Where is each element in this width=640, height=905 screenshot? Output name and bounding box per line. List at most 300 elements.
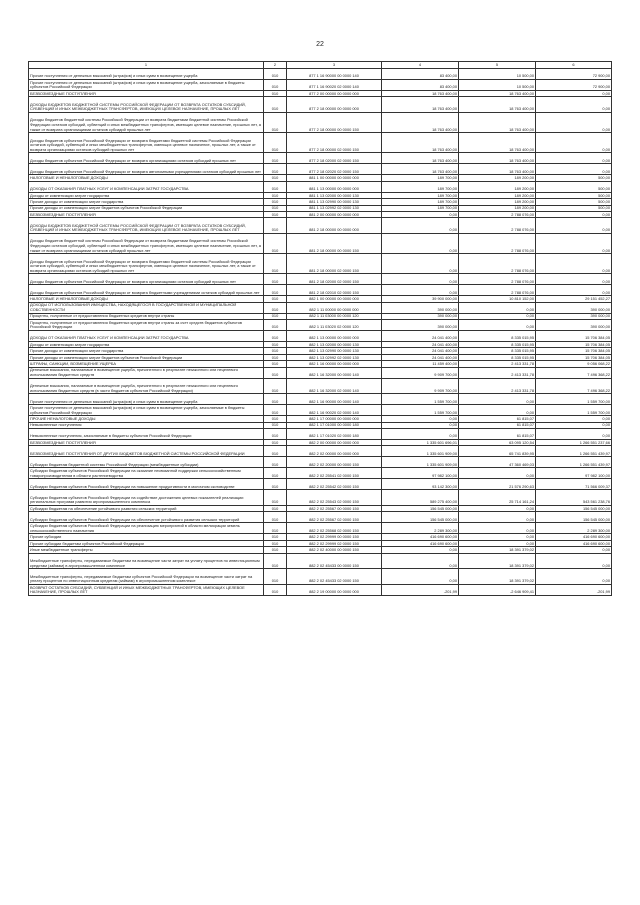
table-row [29, 205, 612, 211]
row-rest: 0,00 [536, 569, 612, 585]
column-header: 6 [536, 62, 612, 69]
row-plan: 189 700,00 [382, 205, 459, 211]
row-fact: 18 763 400,00 [459, 153, 536, 164]
row-code: 010 [264, 354, 287, 360]
row-fact: 2 413 331,78 [459, 361, 536, 367]
row-plan: 18 763 400,00 [382, 112, 459, 132]
row-name: Прочие доходы от компенсации затрат бюджетов субъектов Российской Федерации [29, 354, 264, 360]
row-code: 010 [264, 218, 287, 234]
row-code: 010 [264, 505, 287, 511]
row-plan: 39 900 000,00 [382, 296, 459, 302]
row-fact: 2 788 076,00 [459, 218, 536, 234]
row-kbk: 877 2 00 00000 00 0000 000 [287, 91, 382, 97]
row-kbk: 881 2 00 00000 00 0000 000 [287, 211, 382, 217]
row-plan: 0,00 [382, 218, 459, 234]
row-name: Прочие доходы от компенсации затрат бюджетов субъектов Российской Федерации [29, 205, 264, 211]
row-plan: 189 700,00 [382, 199, 459, 205]
row-name: Денежные взыскания, налагаемые в возмещение ущерба, причиненного в результате незаконного или нецелевого использования бюджетных средств [29, 367, 264, 378]
row-name: Прочие поступления от денежных взысканий (штрафов) и иных сумм в возмещение ущерба [29, 69, 264, 80]
row-rest: 0,00 [536, 233, 612, 253]
row-plan: 390 000,00 [382, 320, 459, 331]
row-rest: 15 706 384,05 [536, 348, 612, 354]
row-fact: 10 500,00 [459, 69, 536, 80]
row-rest: 7 496 368,22 [536, 367, 612, 378]
row-fact: 8 335 015,95 [459, 342, 536, 348]
row-plan: 156 545 000,00 [382, 505, 459, 511]
row-name: Доходы бюджетов субъектов Российской Федерации от возврата автономными учреждениями остатков субсидий прошлых лет [29, 164, 264, 175]
row-kbk: 882 1 17 01000 00 0000 180 [287, 422, 382, 428]
row-name: ПРОЧИЕ НЕНАЛОГОВЫЕ ДОХОДЫ [29, 416, 264, 422]
row-kbk: 877 2 18 00000 02 0000 150 [287, 133, 382, 153]
row-name: Доходы от компенсации затрат государства [29, 192, 264, 198]
row-fact: 63 095 120,54 [459, 440, 536, 446]
row-name: Субсидии бюджетам субъектов Российской Федерации на реализацию мероприятий в области мелиорации земель сельскохозяйственного назначения [29, 523, 264, 534]
row-kbk: 882 2 19 00000 00 0000 000 [287, 584, 382, 595]
row-name: ДОХОДЫ БЮДЖЕТОВ БЮДЖЕТНОЙ СИСТЕМЫ РОССИЙСКОЙ ФЕДЕРАЦИИ ОТ ВОЗВРАТА ОСТАТКОВ СУБСИДИЙ, СУБВЕНЦИЙ И ИНЫХ МЕЖБЮДЖЕТНЫХ ТРАНСФЕРТОВ, ИМЕЮЩИХ ЦЕЛЕВОЕ НАЗНАЧЕНИЕ, ПРОШЛЫХ ЛЕТ [29, 218, 264, 234]
table-row [29, 553, 612, 569]
row-rest: 500,00 [536, 205, 612, 211]
row-name: Иные межбюджетные трансферты [29, 547, 264, 553]
table-row [29, 181, 612, 192]
row-plan: 189 700,00 [382, 181, 459, 192]
row-code: 010 [264, 468, 287, 479]
row-name: Прочие субсидии [29, 534, 264, 540]
row-rest: 0,00 [536, 547, 612, 553]
row-kbk: 882 2 02 29999 00 0000 150 [287, 534, 382, 540]
row-code: 010 [264, 422, 287, 428]
row-name: ДОХОДЫ ОТ ОКАЗАНИЯ ПЛАТНЫХ УСЛУГ И КОМПЕНСАЦИИ ЗАТРАТ ГОСУДАРСТВА [29, 181, 264, 192]
row-name: Субсидии бюджетам субъектов Российской Федерации на содействие достижению целевых показателей реализации региональных программ развития агропромышленного комплекса [29, 490, 264, 506]
table-row [29, 354, 612, 360]
table-row [29, 584, 612, 595]
row-name: Субсидии бюджетам на обеспечение устойчивого развития сельских территорий [29, 505, 264, 511]
row-code: 010 [264, 274, 287, 285]
row-code: 010 [264, 133, 287, 153]
row-rest: 390 000,00 [536, 313, 612, 319]
row-code: 010 [264, 523, 287, 534]
row-code: 010 [264, 569, 287, 585]
column-header: 4 [382, 62, 459, 69]
row-rest: 500,00 [536, 181, 612, 192]
row-code: 010 [264, 457, 287, 468]
row-plan: 0,00 [382, 233, 459, 253]
row-kbk: 881 2 18 00000 00 0000 150 [287, 233, 382, 253]
row-name: Субсидии бюджетам субъектов Российской Федерации на повышение продуктивности в молочном скотоводстве [29, 479, 264, 490]
row-plan: 9 909 700,00 [382, 378, 459, 394]
row-fact: 61 815,07 [459, 416, 536, 422]
row-kbk: 881 2 18 02010 02 0000 150 [287, 285, 382, 296]
row-kbk: 882 1 17 00000 00 0000 000 [287, 416, 382, 422]
row-code: 010 [264, 205, 287, 211]
row-code: 010 [264, 91, 287, 97]
row-fact: 0,00 [459, 302, 536, 313]
row-code: 010 [264, 553, 287, 569]
row-kbk: 882 1 16 90020 02 0000 140 [287, 405, 382, 416]
row-code: 010 [264, 540, 287, 546]
row-name: Доходы бюджетов бюджетной системы Российской Федерации от возврата бюджетами бюджетной системы Российской Федерации остатков субсидий, субвенций и иных межбюджетных трансфертов, имеющих целевое назначение, прошлых лет, а также от возврата организациями остатков субсидий прошлых лет [29, 233, 264, 253]
row-code: 010 [264, 320, 287, 331]
row-kbk: 882 2 02 45433 02 0000 150 [287, 569, 382, 585]
row-fact: -2 646 909,41 [459, 584, 536, 595]
row-name: Доходы от компенсации затрат государства [29, 342, 264, 348]
table-row [29, 320, 612, 331]
row-name: Прочие доходы от компенсации затрат государства [29, 348, 264, 354]
table-row [29, 479, 612, 490]
row-rest: 0,00 [536, 429, 612, 440]
row-rest: 15 706 384,05 [536, 342, 612, 348]
row-plan: 390 000,00 [382, 313, 459, 319]
row-name: Доходы бюджетов субъектов Российской Федерации от возврата организациями остатков субсидий прошлых лет [29, 274, 264, 285]
row-code: 010 [264, 342, 287, 348]
row-fact: 10 810 152,00 [459, 296, 536, 302]
row-name: Доходы бюджетов бюджетной системы Российской Федерации от возврата бюджетами бюджетной системы Российской Федерации остатков субсидий, субвенций и иных межбюджетных трансфертов, имеющих целевое назначение, прошлых лет, а также от возврата организациями остатков субсидий прошлых лет [29, 112, 264, 132]
row-plan: 97 982 100,00 [382, 468, 459, 479]
row-rest: 72 900,00 [536, 69, 612, 80]
row-rest: 2 289 300,00 [536, 523, 612, 534]
row-kbk: 881 1 13 02992 02 0000 130 [287, 205, 382, 211]
row-name: Межбюджетные трансферты, передаваемые бюджетам на возмещение части затрат на уплату процентов по инвестиционным кредитам (займам) в агропромышленном комплексе [29, 553, 264, 569]
row-plan: 0,00 [382, 416, 459, 422]
row-fact: 18 763 400,00 [459, 91, 536, 97]
row-plan: 416 690 600,00 [382, 534, 459, 540]
row-kbk: 882 1 13 00000 00 0000 000 [287, 331, 382, 342]
row-code: 010 [264, 547, 287, 553]
table-row [29, 218, 612, 234]
row-fact: 10 500,00 [459, 80, 536, 91]
row-fact: 18 763 400,00 [459, 112, 536, 132]
header-row [29, 62, 612, 69]
row-plan: 1 559 700,00 [382, 405, 459, 416]
row-fact: 0,00 [459, 320, 536, 331]
table-row [29, 331, 612, 342]
row-rest: -201,99 [536, 584, 612, 595]
row-plan: 18 763 400,00 [382, 97, 459, 113]
row-rest: 1 559 700,00 [536, 394, 612, 405]
table-row [29, 378, 612, 394]
row-kbk: 882 1 16 00000 00 0000 000 [287, 361, 382, 367]
row-code: 010 [264, 367, 287, 378]
row-name: Прочие поступления от денежных взысканий (штрафов) и иных сумм в возмещение ущерба, зачисляемые в бюджеты субъектов Российской Федерации [29, 80, 264, 91]
row-name: Денежные взыскания, налагаемые в возмещение ущерба, причиненного в результате незаконного или нецелевого использования бюджетных средств (в части бюджетов субъектов Российской Федерации) [29, 378, 264, 394]
row-fact: 18 391 379,02 [459, 553, 536, 569]
row-code: 010 [264, 192, 287, 198]
row-plan: 0,00 [382, 569, 459, 585]
row-kbk: 881 1 13 02000 00 0000 130 [287, 192, 382, 198]
row-kbk: 882 1 17 01020 02 0000 180 [287, 429, 382, 440]
row-kbk: 882 2 02 25567 02 0000 150 [287, 512, 382, 523]
row-fact: 2 788 076,00 [459, 233, 536, 253]
row-fact: 0,00 [459, 313, 536, 319]
row-kbk: 881 2 18 00000 00 0000 000 [287, 218, 382, 234]
row-kbk: 877 1 16 90000 00 0000 140 [287, 69, 382, 80]
row-kbk: 882 2 02 25541 02 0000 150 [287, 468, 382, 479]
row-kbk: 881 1 13 00000 00 0000 000 [287, 181, 382, 192]
row-rest: 500,00 [536, 199, 612, 205]
row-code: 010 [264, 313, 287, 319]
row-fact: 21 576 290,63 [459, 479, 536, 490]
row-kbk: 881 2 18 02000 02 0000 150 [287, 274, 382, 285]
row-code: 010 [264, 175, 287, 181]
row-rest: 0,00 [536, 285, 612, 296]
row-plan: 1 559 700,00 [382, 394, 459, 405]
row-code: 010 [264, 534, 287, 540]
row-name: БЕЗВОЗМЕЗДНЫЕ ПОСТУПЛЕНИЯ [29, 91, 264, 97]
row-code: 010 [264, 512, 287, 523]
table-row [29, 446, 612, 457]
row-fact: 18 763 400,00 [459, 133, 536, 153]
row-code: 010 [264, 181, 287, 192]
row-code: 010 [264, 211, 287, 217]
row-code: 010 [264, 490, 287, 506]
row-fact: 0,00 [459, 468, 536, 479]
row-kbk: 882 2 02 25542 02 0000 150 [287, 479, 382, 490]
row-rest: 1 266 551 439,97 [536, 446, 612, 457]
row-plan: 156 545 000,00 [382, 512, 459, 523]
column-header: 2 [264, 62, 287, 69]
row-name: ДОХОДЫ ОТ ОКАЗАНИЯ ПЛАТНЫХ УСЛУГ И КОМПЕНСАЦИИ ЗАТРАТ ГОСУДАРСТВА [29, 331, 264, 342]
row-fact: 2 413 331,78 [459, 367, 536, 378]
row-name: Субсидии бюджетам бюджетной системы Российской Федерации (межбюджетные субсидии) [29, 457, 264, 468]
row-rest: 15 706 384,05 [536, 331, 612, 342]
row-plan: 18 763 400,00 [382, 133, 459, 153]
row-kbk: 882 1 11 00000 00 0000 000 [287, 302, 382, 313]
table-row [29, 523, 612, 534]
row-rest: 416 690 600,00 [536, 534, 612, 540]
row-fact: 25 714 161,24 [459, 490, 536, 506]
row-fact: 2 413 331,78 [459, 378, 536, 394]
row-fact: 2 788 076,00 [459, 211, 536, 217]
row-rest: 1 266 551 237,66 [536, 440, 612, 446]
row-rest: 156 545 000,00 [536, 505, 612, 511]
table-row [29, 348, 612, 354]
row-kbk: 877 2 18 00000 00 0000 000 [287, 97, 382, 113]
row-rest: 1 266 551 439,97 [536, 457, 612, 468]
row-kbk: 877 1 16 90020 02 0000 140 [287, 80, 382, 91]
table-row [29, 512, 612, 523]
row-fact: 189 200,00 [459, 199, 536, 205]
row-name: БЕЗВОЗМЕЗДНЫЕ ПОСТУПЛЕНИЯ [29, 211, 264, 217]
row-fact: 189 200,00 [459, 181, 536, 192]
row-fact: 8 335 015,95 [459, 348, 536, 354]
table-row [29, 112, 612, 132]
table-row [29, 233, 612, 253]
row-plan: 18 763 400,00 [382, 164, 459, 175]
row-name: НАЛОГОВЫЕ И НЕНАЛОГОВЫЕ ДОХОДЫ [29, 175, 264, 181]
row-plan: 0,00 [382, 553, 459, 569]
row-rest: 390 000,00 [536, 302, 612, 313]
row-fact: 0,00 [459, 512, 536, 523]
row-plan: 189 700,00 [382, 192, 459, 198]
row-kbk: 882 2 02 25543 02 0000 150 [287, 490, 382, 506]
row-fact: 8 335 015,95 [459, 331, 536, 342]
row-rest: 72 900,00 [536, 80, 612, 91]
row-fact: 2 788 076,00 [459, 254, 536, 274]
row-name: Прочие поступления от денежных взысканий (штрафов) и иных сумм в возмещение ущерба [29, 394, 264, 405]
row-code: 010 [264, 440, 287, 446]
row-fact: 2 788 076,00 [459, 285, 536, 296]
row-kbk: 882 2 02 00000 00 0000 000 [287, 446, 382, 457]
row-fact: 61 815,07 [459, 422, 536, 428]
row-code: 010 [264, 69, 287, 80]
row-name: Прочие поступления от денежных взысканий (штрафов) и иных сумм в возмещение ущерба, зачисляемые в бюджеты субъектов Российской Федерации [29, 405, 264, 416]
row-name: НАЛОГОВЫЕ И НЕНАЛОГОВЫЕ ДОХОДЫ [29, 296, 264, 302]
table-row [29, 69, 612, 80]
table-row [29, 80, 612, 91]
row-name: Субсидии бюджетам субъектов Российской Федерации на оказание несвязанной поддержки сельскохозяйственным товаропроизводителям в области растениеводства [29, 468, 264, 479]
row-rest: 0,00 [536, 164, 612, 175]
row-name: ВОЗВРАТ ОСТАТКОВ СУБСИДИЙ, СУБВЕНЦИЙ И ИНЫХ МЕЖБЮДЖЕТНЫХ ТРАНСФЕРТОВ, ИМЕЮЩИХ ЦЕЛЕВОЕ НАЗНАЧЕНИЕ, ПРОШЛЫХ ЛЕТ [29, 584, 264, 595]
row-plan: 1 335 601 696,01 [382, 440, 459, 446]
page-number: 22 [316, 41, 324, 48]
row-code: 010 [264, 153, 287, 164]
row-code: 010 [264, 429, 287, 440]
row-plan: 24 041 400,00 [382, 331, 459, 342]
row-plan: 390 000,00 [382, 302, 459, 313]
table-row [29, 302, 612, 313]
table-row [29, 97, 612, 113]
row-plan: 93 142 300,00 [382, 479, 459, 490]
row-name: Проценты, полученные от предоставления бюджетных кредитов внутри страны за счет средств бюджетов субъектов Российской Федерации [29, 320, 264, 331]
row-rest: 7 496 368,22 [536, 378, 612, 394]
row-rest: 390 000,00 [536, 320, 612, 331]
row-name: Доходы бюджетов субъектов Российской Федерации от возврата бюджетными учреждениями остатков субсидий прошлых лет [29, 285, 264, 296]
row-plan: 0,00 [382, 274, 459, 285]
row-kbk: 882 1 16 90000 00 0000 140 [287, 394, 382, 405]
row-code: 010 [264, 416, 287, 422]
row-rest: 0,00 [536, 553, 612, 569]
row-code: 010 [264, 254, 287, 274]
row-rest: 0,00 [536, 97, 612, 113]
row-plan: 0,00 [382, 547, 459, 553]
row-plan: 83 400,00 [382, 80, 459, 91]
row-fact: 189 200,00 [459, 192, 536, 198]
row-plan: 0,00 [382, 429, 459, 440]
row-code: 010 [264, 302, 287, 313]
row-plan: 11 459 400,00 [382, 361, 459, 367]
row-name: Доходы бюджетов субъектов Российской Федерации от возврата бюджетами бюджетной системы Российской Федерации остатков субсидий, субвенций и иных межбюджетных трансфертов, имеющих целевое назначение, прошлых лет, а также от возврата организациями остатков субсидий прошлых лет [29, 254, 264, 274]
row-name: ШТРАФЫ, САНКЦИИ, ВОЗМЕЩЕНИЕ УЩЕРБА [29, 361, 264, 367]
row-plan: 0,00 [382, 285, 459, 296]
row-kbk: 882 1 11 03020 02 0000 120 [287, 320, 382, 331]
row-kbk: 882 1 11 03000 00 0000 120 [287, 313, 382, 319]
row-plan: 589 275 400,00 [382, 490, 459, 506]
row-plan: 1 335 601 909,00 [382, 457, 459, 468]
table-row [29, 274, 612, 285]
row-fact: 18 391 379,02 [459, 569, 536, 585]
row-plan: 24 041 400,00 [382, 354, 459, 360]
row-kbk: 882 2 02 29999 02 0000 150 [287, 540, 382, 546]
row-kbk: 882 2 00 00000 00 0000 000 [287, 440, 382, 446]
row-rest: 0,00 [536, 211, 612, 217]
table-row [29, 457, 612, 468]
row-name: Невыясненные поступления [29, 422, 264, 428]
row-rest: 15 706 384,05 [536, 354, 612, 360]
row-code: 010 [264, 361, 287, 367]
row-kbk: 877 2 18 00000 00 0000 150 [287, 112, 382, 132]
row-name: Доходы бюджетов субъектов Российской Федерации от возврата бюджетами бюджетной системы Российской Федерации остатков субсидий, субвенций и иных межбюджетных трансфертов, имеющих целевое назначение, прошлых лет, а также от возврата организациями остатков субсидий прошлых лет [29, 133, 264, 153]
row-code: 010 [264, 394, 287, 405]
row-fact: 18 763 400,00 [459, 97, 536, 113]
row-plan: 416 690 600,00 [382, 540, 459, 546]
row-code: 010 [264, 331, 287, 342]
row-name: Прочие субсидии бюджетам субъектов Российской Федерации [29, 540, 264, 546]
row-kbk: 881 1 13 02990 00 0000 130 [287, 199, 382, 205]
row-fact: 8 335 015,95 [459, 354, 536, 360]
row-name: Субсидии бюджетам субъектов Российской Федерации на обеспечение устойчивого развития сельских территорий [29, 512, 264, 523]
row-fact: 0,00 [459, 505, 536, 511]
row-plan: 2 289 300,00 [382, 523, 459, 534]
row-rest: 543 561 238,76 [536, 490, 612, 506]
row-plan: -201,99 [382, 584, 459, 595]
row-name: БЕЗВОЗМЕЗДНЫЕ ПОСТУПЛЕНИЯ ОТ ДРУГИХ БЮДЖЕТОВ БЮДЖЕТНОЙ СИСТЕМЫ РОССИЙСКОЙ ФЕДЕРАЦИИ [29, 446, 264, 457]
row-kbk: 882 2 02 45433 00 0000 150 [287, 553, 382, 569]
row-name: Невыясненные поступления, зачисляемые в бюджеты субъектов Российской Федерации [29, 429, 264, 440]
row-rest: 0,00 [536, 254, 612, 274]
table-row [29, 367, 612, 378]
table-row [29, 254, 612, 274]
row-rest: 500,00 [536, 192, 612, 198]
row-kbk: 881 2 18 00000 02 0000 150 [287, 254, 382, 274]
row-rest: 156 545 000,00 [536, 512, 612, 523]
table-row [29, 569, 612, 585]
row-fact: 0,00 [459, 394, 536, 405]
row-plan: 0,00 [382, 422, 459, 428]
row-fact: 47 360 469,03 [459, 457, 536, 468]
row-code: 010 [264, 446, 287, 457]
row-rest: 1 559 700,00 [536, 405, 612, 416]
row-rest: 0,00 [536, 153, 612, 164]
column-header: 5 [459, 62, 536, 69]
row-rest: 0,00 [536, 218, 612, 234]
row-rest: 29 151 452,27 [536, 296, 612, 302]
row-rest: 0,00 [536, 422, 612, 428]
row-kbk: 882 1 16 32000 00 0000 140 [287, 367, 382, 378]
table-row [29, 490, 612, 506]
row-fact: 0,00 [459, 523, 536, 534]
row-rest: 9 056 068,22 [536, 361, 612, 367]
row-rest: 500,00 [536, 175, 612, 181]
table-row [29, 405, 612, 416]
row-code: 010 [264, 97, 287, 113]
row-kbk: 881 1 00 00000 00 0000 000 [287, 175, 382, 181]
row-name: Прочие доходы от компенсации затрат государства [29, 199, 264, 205]
row-kbk: 882 2 02 40000 00 0000 150 [287, 547, 382, 553]
row-code: 010 [264, 233, 287, 253]
row-kbk: 877 2 18 02000 02 0000 150 [287, 153, 382, 164]
row-kbk: 882 1 00 00000 00 0000 000 [287, 296, 382, 302]
table-row [29, 153, 612, 164]
table-row [29, 164, 612, 175]
table-row [29, 133, 612, 153]
row-code: 010 [264, 199, 287, 205]
row-fact: 189 200,00 [459, 175, 536, 181]
report-table [28, 61, 612, 596]
row-plan: 9 909 700,00 [382, 367, 459, 378]
row-fact: 61 815,07 [459, 429, 536, 440]
row-plan: 0,00 [382, 211, 459, 217]
row-code: 010 [264, 348, 287, 354]
row-code: 010 [264, 80, 287, 91]
row-fact: 18 763 400,00 [459, 164, 536, 175]
row-kbk: 882 1 13 02000 00 0000 130 [287, 342, 382, 348]
row-code: 010 [264, 112, 287, 132]
row-plan: 0,00 [382, 254, 459, 274]
row-fact: 189 200,00 [459, 205, 536, 211]
row-code: 010 [264, 285, 287, 296]
row-rest: 97 982 100,00 [536, 468, 612, 479]
row-rest: 0,00 [536, 91, 612, 97]
row-code: 010 [264, 164, 287, 175]
